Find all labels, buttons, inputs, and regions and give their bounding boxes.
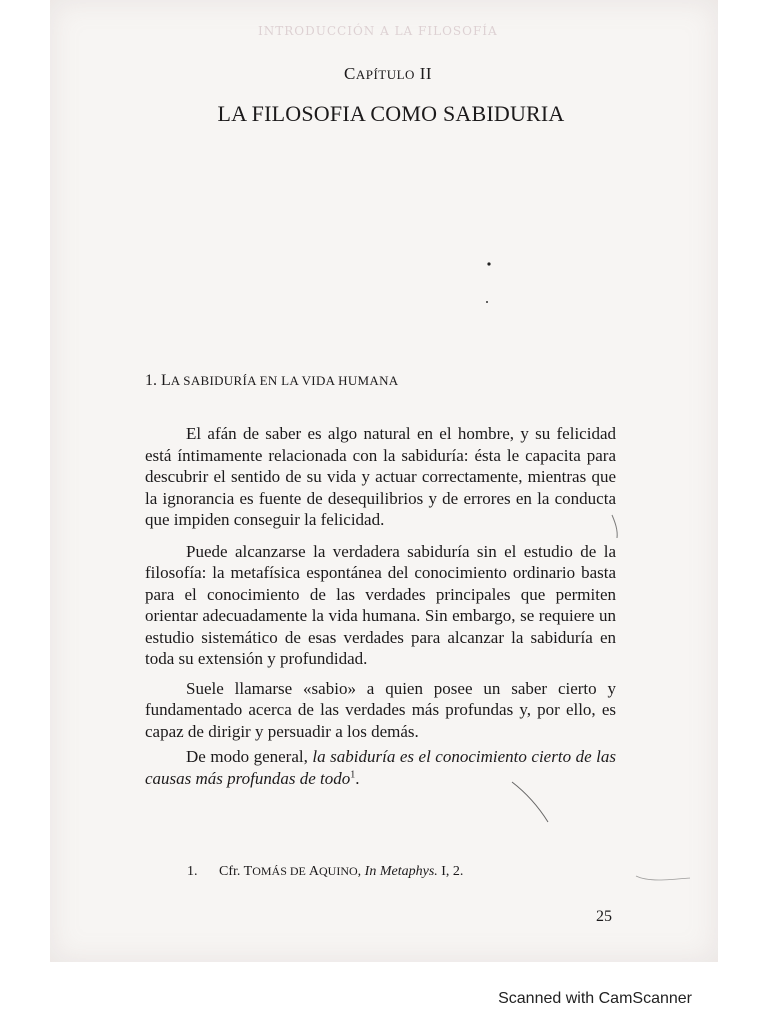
section-number: 1. bbox=[145, 372, 157, 389]
section-heading bbox=[145, 372, 398, 390]
section-title-rest: A SABIDURÍA EN LA VIDA HUMANA bbox=[170, 373, 399, 388]
footnote-number: 1. bbox=[187, 864, 198, 879]
bleed-through-running-head: INTRODUCCIÓN A LA FILOSOFÍA bbox=[258, 24, 498, 38]
chapter-numeral: II bbox=[419, 64, 433, 83]
paragraph-4-end: . bbox=[355, 768, 360, 788]
section-title-initial: L bbox=[161, 372, 171, 389]
chapter-label-word: APÍTULO bbox=[355, 67, 415, 82]
cited-reference: I, 2. bbox=[437, 864, 464, 879]
paragraph-4 bbox=[145, 746, 616, 789]
chapter-label-initial: C bbox=[343, 64, 356, 83]
author-initial: T bbox=[243, 864, 253, 879]
paragraph-2: Puede alcanzarse la verdadera sabiduría sin el estudio de la filosofía: la metafísica espontánea del conocimiento ordinario basta para el conocimiento de las verdades principales que permiten orientar adecuadamente la vida humana. Sin embargo, se requiere un estudio sistemático de esas verdades para alcanzar la sabiduría en toda su extensión y profundidad. bbox=[145, 541, 616, 668]
chapter-label bbox=[0, 64, 768, 84]
cited-work: In Metaphys. bbox=[364, 864, 438, 879]
paragraph-1: El afán de saber es algo natural en el hombre, y su felicidad está íntimamente relacionada con la sabiduría: ésta le capacita para descubrir el sentido de su vida y actuar correctamente, mientras que la ignorancia es fuente de desequilibrios y de errores en la conducta que impiden conseguir la felicidad. bbox=[145, 424, 616, 529]
wisdom-definition: la sabiduría es el conocimiento cierto de las causas más profundas de todo bbox=[145, 747, 616, 788]
footnote bbox=[187, 864, 463, 880]
footnote-separator: , bbox=[357, 864, 365, 879]
author-initial-2: A bbox=[308, 864, 319, 879]
body-text bbox=[145, 423, 616, 797]
author-rest-2: QUINO bbox=[319, 864, 358, 878]
author-rest: OMÁS DE bbox=[252, 864, 309, 878]
footnote-ref: 1 bbox=[350, 768, 356, 780]
scanner-watermark: Scanned with CamScanner bbox=[498, 990, 692, 1007]
footnote-prefix: Cfr. bbox=[219, 864, 244, 879]
page-number: 25 bbox=[596, 908, 612, 925]
paragraph-4-lead: De modo general, bbox=[186, 747, 313, 766]
chapter-title: LA FILOSOFIA COMO SABIDURIA bbox=[217, 101, 565, 126]
paragraph-3: Suele llamarse «sabio» a quien posee un saber cierto y fundamentado acerca de las verdades más profundas y, por ello, es capaz de dirigir y persuadir a los demás. bbox=[145, 678, 616, 741]
